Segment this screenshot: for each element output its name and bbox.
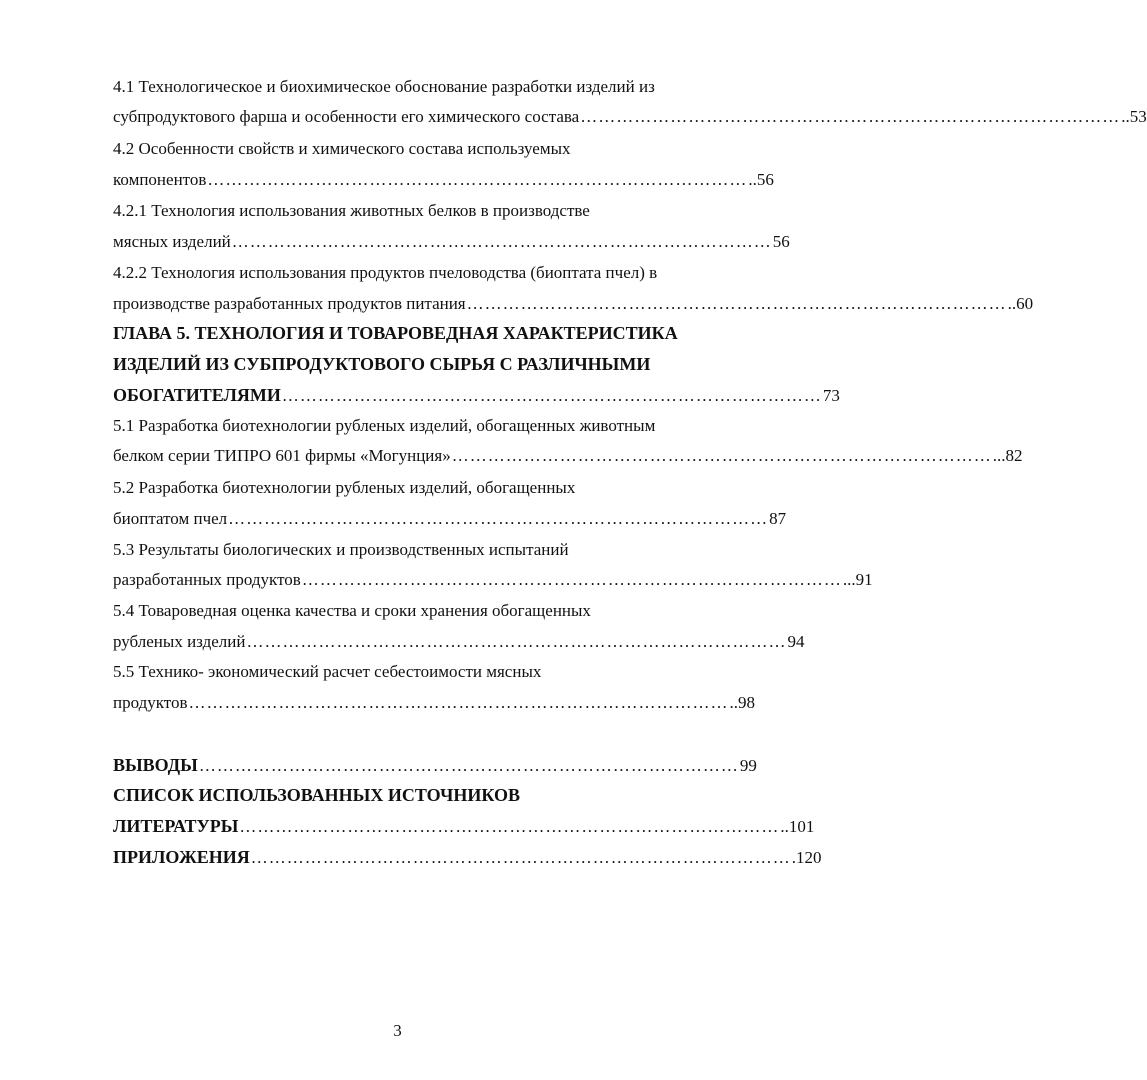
toc-references	[113, 815, 815, 838]
toc-conclusions	[113, 754, 757, 777]
toc-entry-4-1	[113, 106, 1147, 128]
toc-page-number: ..101	[780, 817, 815, 836]
toc-entry-5-4	[113, 631, 805, 653]
dot-leader: ………………………………………………………………………………	[580, 107, 1121, 126]
dot-leader: ………………………………………………………………………………	[228, 509, 769, 528]
toc-page-number: ..56	[748, 170, 774, 189]
toc-page-number: ..53	[1121, 107, 1147, 126]
toc-page-number: .120	[791, 848, 822, 867]
dot-leader: ………………………………………………………………………………	[246, 632, 787, 651]
dot-leader: ………………………………………………………………………………	[281, 386, 822, 405]
toc-entry-5-1-line2: белком серии ТИПРО 601 фирмы «Могунция»	[113, 446, 451, 465]
toc-entry-5-5	[113, 692, 756, 714]
toc-entry-4-2-line1: 4.2 Особенности свойств и химического состава используемых	[113, 139, 571, 158]
toc-entry-5-5-line1: 5.5 Технико- экономический расчет себестоимости мясных	[113, 662, 542, 681]
toc-page-number: ..98	[729, 693, 756, 712]
dot-leader: ………………………………………………………………………………	[451, 446, 992, 465]
toc-entry-4-1-line1: 4.1 Технологическое и биохимическое обоснование разработки изделий из	[113, 77, 655, 96]
dot-leader: ………………………………………………………………………………	[466, 294, 1007, 313]
toc-entry-4-1-line2: субпродуктового фарша и особенности его химического состава	[113, 107, 580, 126]
toc-entry-5-4-line2: рубленых изделий	[113, 632, 246, 651]
dot-leader: ………………………………………………………………………………	[301, 570, 842, 589]
toc-references-line2: ЛИТЕРАТУРЫ	[113, 816, 239, 836]
toc-chapter-5-line1: ГЛАВА 5. ТЕХНОЛОГИЯ И ТОВАРОВЕДНАЯ ХАРАКТЕРИСТИКА	[113, 323, 678, 343]
toc-page-number: 56	[772, 232, 790, 251]
toc-entry-5-3	[113, 569, 873, 591]
toc-entry-4-2-line2: компонентов	[113, 170, 207, 189]
toc-entry-5-1-line1: 5.1 Разработка биотехнологии рубленых изделий, обогащенных животным	[113, 416, 656, 435]
toc-entry-5-3-line1: 5.3 Результаты биологических и производственных испытаний	[113, 540, 569, 559]
toc-entry-5-2-line1: 5.2 Разработка биотехнологии рубленых изделий, обогащенных	[113, 478, 576, 497]
toc-page-number: ..60	[1007, 294, 1034, 313]
toc-entry-5-1	[113, 445, 1023, 467]
toc-page-number: 99	[739, 756, 757, 775]
toc-entry-5-5-line2: продуктов	[113, 693, 188, 712]
toc-entry-5-2	[113, 508, 787, 530]
toc-chapter-5-line2: ИЗДЕЛИЙ ИЗ СУБПРОДУКТОВОГО СЫРЬЯ С РАЗЛИЧНЫМИ	[113, 354, 651, 374]
dot-leader: ………………………………………………………………………………	[198, 756, 739, 775]
toc-appendices-title: ПРИЛОЖЕНИЯ	[113, 847, 250, 867]
dot-leader: ………………………………………………………………………………	[207, 170, 748, 189]
toc-entry-4-2-1-line1: 4.2.1 Технология использования животных белков в производстве	[113, 201, 590, 220]
toc-entry-4-2-2-line2: производстве разработанных продуктов питания	[113, 294, 466, 313]
toc-entry-5-2-line2: биоптатом пчел	[113, 509, 228, 528]
dot-leader: ………………………………………………………………………………	[231, 232, 772, 251]
toc-entry-4-2-2-line1: 4.2.2 Технология использования продуктов пчеловодства (биоптата пчел) в	[113, 263, 658, 282]
toc-entry-5-3-line2: разработанных продуктов	[113, 570, 301, 589]
toc-chapter-5	[113, 384, 840, 407]
toc-entry-4-2-1-line2: мясных изделий	[113, 232, 231, 251]
dot-leader: ………………………………………………………………………………	[239, 817, 780, 836]
toc-page-number: ...82	[992, 446, 1023, 465]
toc-page-number: 94	[787, 632, 805, 651]
toc-page-number: 87	[769, 509, 787, 528]
toc-entry-4-2	[113, 169, 774, 191]
dot-leader: ………………………………………………………………………………	[188, 693, 729, 712]
toc-conclusions-title: ВЫВОДЫ	[113, 755, 198, 775]
toc-entry-4-2-1	[113, 231, 790, 253]
toc-entry-5-4-line1: 5.4 Товароведная оценка качества и сроки хранения обогащенных	[113, 601, 591, 620]
toc-entry-4-2-2	[113, 293, 1034, 315]
toc-references-line1: СПИСОК ИСПОЛЬЗОВАННЫХ ИСТОЧНИКОВ	[113, 785, 520, 805]
toc-page-number: 73	[822, 386, 840, 405]
toc-appendices	[113, 846, 822, 869]
dot-leader: ………………………………………………………………………………	[250, 848, 791, 867]
toc-page-number: ...91	[842, 570, 873, 589]
page-number: 3	[393, 1021, 402, 1040]
toc-chapter-5-line3: ОБОГАТИТЕЛЯМИ	[113, 385, 281, 405]
